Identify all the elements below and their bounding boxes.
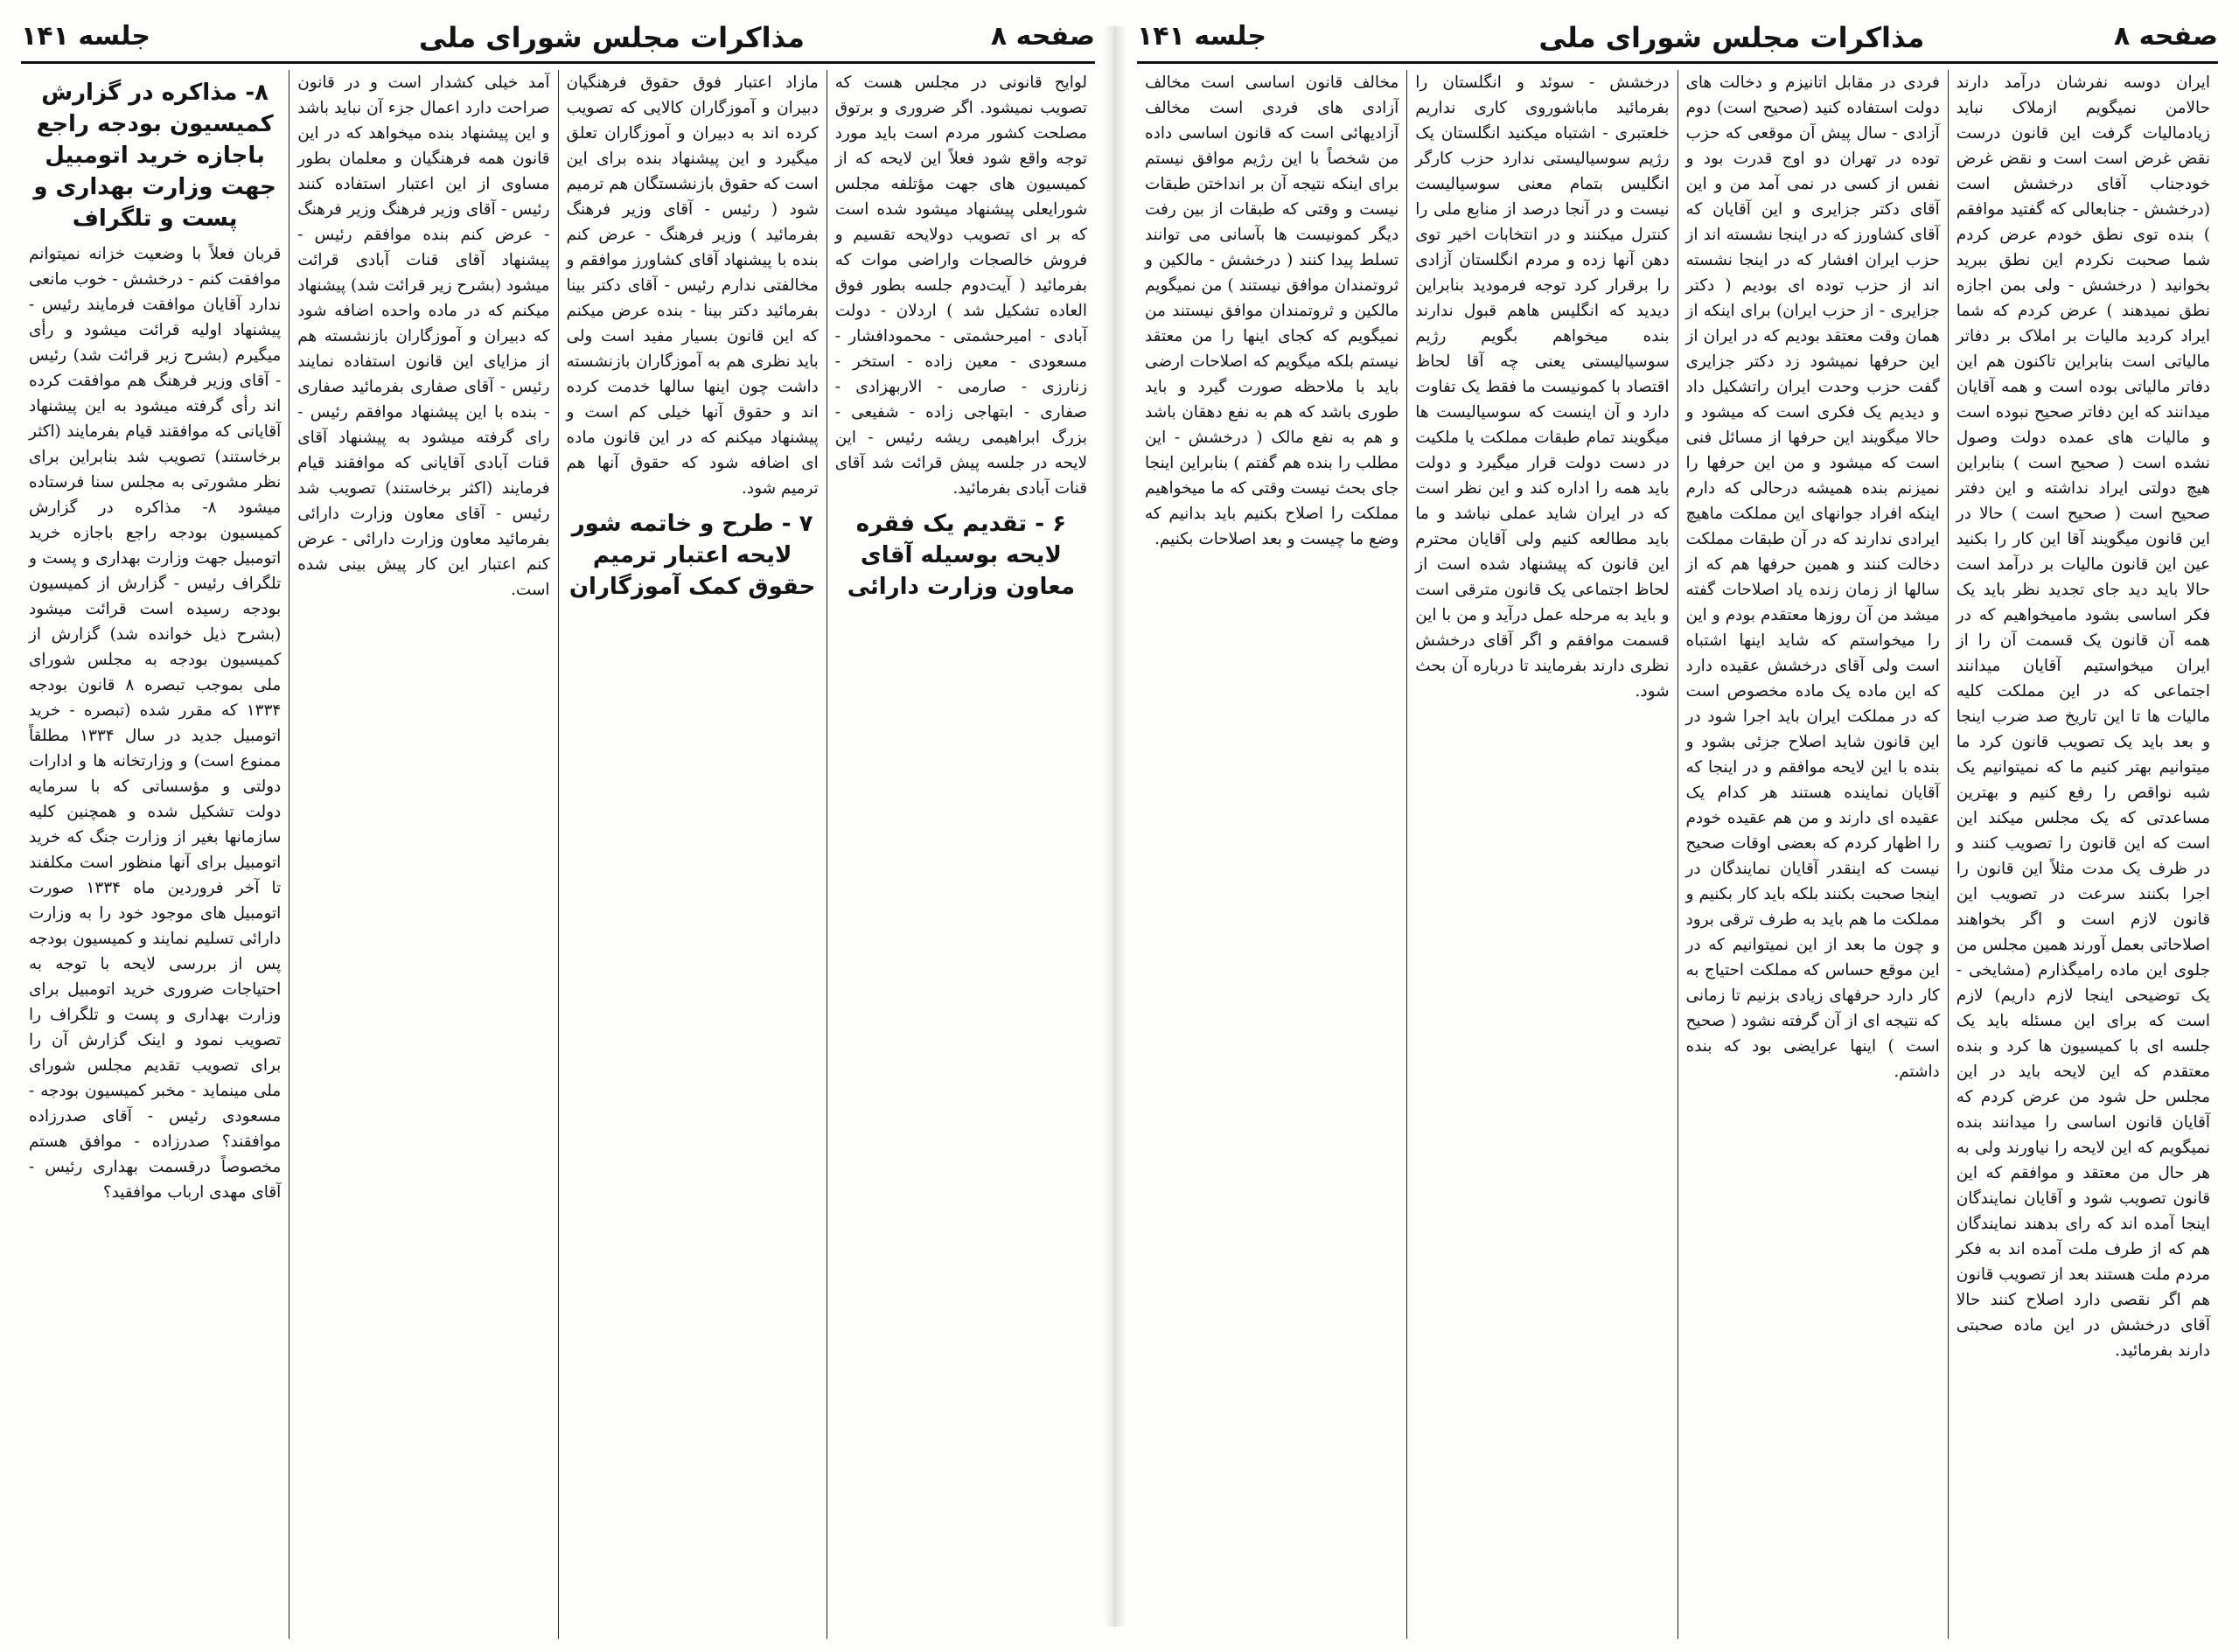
- left-page: [21, 12, 1095, 1639]
- column-text: مخالف قانون اساسی است مخالف آزادی های فردی است مخالف آزادیهائی است که قانون اساسی داده من شخصاً با این رژیم موافق نیستم برای اینکه نتیجه آن بر انداختن طبقات نیست و وقتی که طبقات از بین رفت دیگر کمونیست ها بآسانی می توانند تسلط پیدا کنند ( درخشش - مالکین و ثروتمندان موافق نیستند ) من نمیگویم مالکین و ثروتمندان موافق نیستند من نمیگویم که کجای اینها را من معتقد نیستم بلکه میگویم که اصلاحات ارضی باید با ملاحظه صورت گیرد و باید طوری باشد که هم به نفع دهقان باشد و هم به نفع مالک ( درخشش - این مطلب را بنده هم گفتم ) بنابراین اینجا جای بحث نیست وقتی که ما میخواهیم مملکت را اصلاح بکنیم باید بدانیم که وضع ما چیست و بعد اصلاحات بکنیم.: [1145, 73, 1399, 548]
- header-rule: [21, 61, 1095, 64]
- session-label: جلسه ۱۴۱: [21, 21, 150, 52]
- section-heading-8: ۸- مذاکره در گزارش کمیسیون بودجه راجع باجازه خرید اتومبیل جهت وزارت بهداری و پست و تلگراف: [33, 80, 276, 232]
- page-number-label: صفحه ۸: [990, 21, 1095, 52]
- publication-title: مذاکرات مجلس شورای ملی: [418, 21, 805, 54]
- right-page: [1137, 12, 2218, 1639]
- left-page-header: [21, 12, 1095, 61]
- publication-title: مذاکرات مجلس شورای ملی: [1538, 21, 1925, 54]
- left-page-columns: [21, 70, 1095, 1639]
- text-column-2: [559, 70, 827, 1639]
- text-column-1: [827, 70, 1095, 1639]
- text-column-4: [21, 70, 289, 1639]
- column-text: ایران دوسه نفرشان درآمد دارند حالامن نمیگویم ازملاک نباید زیادمالیات گرفت این قانون درست نقض غرض است است و نقض غرض خودجناب آقای درخشش است (درخشش - جنابعالی که گفتید موافقم ) بنده توی نطق خودم عرض کردم شما صحبت نکردم این نطق ببرید بخوانید ( درخشش - ولی بمن اجازه نطق نمیدهند ) عرض کردم که شما ایراد کردید مالیات بر املاک بر دفاتر مالیاتی است بنابراین تاکنون هم این دفاتر مالیاتی بوده است و همه آقایان میدانند که این دفاتر صحیح نبوده است و مالیات های عمده دولت وصول نشده است ( صحیح است ) بنابراین هیچ دولتی ایراد نداشته و این دفتر صحیح است ( صحیح است ) حالا در این قانون میگویند آقا این کار را بکنید عین این قانون مالیات بر درآمد است حالا باید دید جای تجدید نظر باید یک فکر اساسی بشود مامیخواهیم که در همه آن قانون یک قسمت آن را از ایران میخواستیم آقایان میدانند اجتماعی که در این مملکت کلیه مالیات ها تا این تاریخ صد ضرب اینجا و بعد باید یک تصویب قانون کرد ما میتوانیم بهتر کنیم ما که نمیتوانیم یک شبه نواقص را رفع کنیم و بهترین مساعدتی که یک مجلس میکند این است که این قانون را تصویب کنند و در ظرف یک مدت مثلاً این قانون را اجرا بکنند سرعت در تصویب این قانون لازم است و اگر بخواهند اصلاحاتی بعمل آورند همین مجلس من جلوی این ماده رامیگذارم (مشایخی - یک توضیحی اینجا لازم داریم) لازم است که برای این مسئله باید یک جلسه ای با کمیسیون ها کرد و بنده معتقدم که این لایحه باید در این مجلس حل شود من عرض کردم که آقایان قانون اساسی را میدانند بنده نمیگویم که این لایحه را نیاورند ولی به هر حال من معتقد و موافقم که این قانون تصویب شود و آقایان نمایندگان اینجا آمده اند که رای بدهند نمایندگان هم که از طرف ملت آمده اند به فکر مردم ملت هستند بعد از تصویب قانون هم اگر نقصی دارد اصلاح کنند حالا آقای درخشش در این ماده صحبتی دارند بفرمائید.: [1956, 73, 2210, 1360]
- page-spread-gutter: [1104, 26, 1126, 1627]
- header-rule: [1137, 61, 2218, 64]
- text-column-3: [289, 70, 558, 1639]
- column-text: لوایح قانونی در مجلس هست که تصویب نمیشود. اگر ضروری و برتوق مصلحت کشور مردم است باید مورد توجه واقع شود فعلاً این لایحه که از کمیسیون های جهت مؤتلفه مجلس شورایعلی پیشنهاد میشود شده است که بر ای تصویب دولایحه تقسیم و فروش خالصجات واراضی موات که بفرمائید ( آیت‌دوم جلسه بطور فوق العاده تشکیل شد ) اردلان - دولت آبادی - امیرحشمتی - محمودافشار - مسعودی - معین زاده - استخر - زنارزی - صارمی - الاربهزادی - صفاری - ابتهاجی زاده - شفیعی - بزرگ ابراهیمی ریشه رئیس - این لایحه در جلسه پیش قرائت شد آقای قنات آبادی بفرمائید.: [834, 73, 1087, 498]
- right-page-header: [1137, 12, 2218, 61]
- section-heading-6: ۶ - تقدیم یک فقره لایحه بوسیله آقای معاون وزارت دارائی: [847, 511, 1076, 600]
- text-column-4: [1137, 70, 1407, 1639]
- text-column-1: [1949, 70, 2218, 1639]
- session-label: جلسه ۱۴۱: [1137, 21, 1266, 52]
- column-text: مازاد اعتبار فوق حقوق فرهنگیان دبیران و آموزگاران کالایی که تصویب کرده اند به دبیران و آموزگاران تعلق میگیرد و این پیشنهاد بنده برای این است که حقوق بازنشستگان هم ترمیم شود ( رئیس - آقای وزیر فرهنگ بفرمائید ) وزیر فرهنگ - عرض کنم بنده با پیشنهاد آقای کشاورز موافقم و مخالفتی ندارم رئیس - آقای دکتر بینا بفرمائید دکتر بینا - بنده عرض میکنم که این قانون بسیار مفید است ولی باید نظری هم به آموزگاران بازنشسته داشت چون اینها سالها خدمت کرده اند و حقوق آنها خیلی کم است و پیشنهاد میکنم که در این قانون ماده ای اضافه شود که حقوق آنها هم ترمیم شود.: [566, 73, 819, 498]
- column-text: فردی در مقابل اتانیزم و دخالت های دولت استفاده کنید (صحیح است) دوم آزادی - سال پیش آن موقعی که حزب توده در تهران دو اوج قدرت بود و نفس از کسی در نمی آمد من و این آقای دکتر جزایری و این آقایان که آقای کشاورز که در اینجا نشسته اند از حزب ایران افشار که در اینجا نشسته اند از حزب توده ای بودیم ( دکتر جزایری - از حزب ایران) برای اینکه از همان وقت معتقد بودیم که در ایران از این حرفها نمیشود زد دکتر جزایری گفت حزب وحدت ایران راتشکیل داد و دیدیم یک فکری است که میشود و حالا میگویند این حرفها از مسائل فنی است که میشود و من این حرفها را نمیزنم بنده همیشه درحالی که دارم اینکه افراد جوانهای این مملکت ماهیچ ایرادی ندارند که در آن طبقات مملکت دخالت کنند و همین حرفها هم که از سالها از زمان زنده یاد اصلاحات گفته میشد من آن روزها معتقدم بودم و این را میخواستم که شاید اینها اشتباه است ولی آقای درخشش عقیده دارد که این ماده یک ماده مخصوص است که در مملکت ایران باید اجرا شود در این قانون شاید اصلاح جزئی بشود و بنده با این لایحه موافقم و در اینجا که آقایان نماینده هستند هر کدام یک عقیده ای دارند و من هم عقیده خودم را اظهار کردم که بعضی اوقات صحیح نیست که اینقدر آقایان نمایندگان در اینجا صحبت بکنند بلکه باید کار بکنیم و مملکت ما هم باید به طرف ترقی برود و چون ما بعد از این نمیتوانیم که در این موقع حساس که مملکت احتیاج به کار دارد حرفهای زیادی بزنیم تا زمانی که نتیجه ای از آن گرفته نشود ( صحیح است ) اینها عرایضی بود که بنده داشتم.: [1685, 73, 1940, 1081]
- section-heading-7: ۷ - طرح و خاتمه شور لایحه اعتبار ترمیم حقوق کمک آموزگاران: [568, 511, 816, 600]
- column-text: قربان فعلاً با وضعیت خزانه نمیتوانم موافقت کنم - درخشش - خوب مانعی ندارد آقایان موافقت فرمایند رئیس - پیشنهاد اولیه قرائت میشود و رأی میگیرم (بشرح زیر قرائت شد) رئیس - آقای وزیر فرهنگ هم موافقت کرده اند رأی گرفته میشود به این پیشنهاد آقایانی که موافقند قیام بفرمایند (اکثر برخاستند) تصویب شد بنابراین برای نظر مشورتی به مجلس سنا فرستاده میشود ۸- مذاکره در گزارش کمیسیون بودجه راجع باجازه خرید اتومبیل جهت وزارت بهداری و پست و تلگراف رئیس - گزارش از کمیسیون بودجه رسیده است قرائت میشود (بشرح ذیل خوانده شد) گزارش از کمیسیون بودجه به مجلس شورای ملی بموجب تبصره ۸ قانون بودجه ۱۳۳۴ که مقرر شده (تبصره - خرید اتومبیل جدید در سال ۱۳۳۴ مطلقاً ممنوع است) و وزارتخانه ها و ادارات دولتی و مؤسساتی که با سرمایه دولت تشکیل شده و همچنین کلیه سازمانها بغیر از وزارت جنگ که خرید اتومبیل برای آنها منظور است مکلفند تا آخر فروردین ماه ۱۳۳۴ صورت اتومبیل های موجود خود را به وزارت دارائی تسلیم نمایند و کمیسیون بودجه پس از بررسی لایحه با توجه به احتیاجات ضروری خرید اتومبیل برای وزارت بهداری و پست و تلگراف را تصویب نمود و اینک گزارش آن را برای تصویب تقدیم مجلس شورای ملی مینماید - مخبر کمیسیون بودجه - مسعودی رئیس - آقای صدرزاده موافقند؟ صدرزاده - موافق هستم مخصوصاً درقسمت بهداری رئیس - آقای مهدی ارباب موافقید؟: [29, 245, 282, 1202]
- text-column-2: [1678, 70, 1949, 1639]
- column-text: آمد خیلی کشدار است و در قانون صراحت دارد اعمال جزء آن نباید باشد و این پیشنهاد بنده میخواهد که در این قانون همه فرهنگیان و معلمان بطور مساوی از این اعتبار استفاده کنند رئیس - آقای وزیر فرهنگ وزیر فرهنگ - عرض کنم بنده موافقم رئیس - پیشنهاد آقای قنات آبادی قرائت میشود (بشرح زیر قرائت شد) پیشنهاد میکنم که در ماده واحده اضافه شود که دبیران و آموزگاران بازنشسته هم از مزایای این قانون استفاده نمایند رئیس - آقای صفاری بفرمائید صفاری - بنده با این پیشنهاد موافقم رئیس - رای گرفته میشود به پیشنهاد آقای قنات آبادی آقایانی که موافقند قیام فرمایند (اکثر برخاستند) تصویب شد رئیس - آقای معاون وزارت دارائی بفرمائید معاون وزارت دارائی - عرض کنم اعتبار این کار پیش بینی شده است.: [297, 73, 550, 599]
- page-number-label: صفحه ۸: [2113, 21, 2218, 52]
- right-page-columns: [1137, 70, 2218, 1639]
- column-text: درخشش - سوئد و انگلستان را بفرمائید ماباشوروی کاری نداریم خلعتبری - اشتباه میکنید انگلستان یک رژیم سوسیالیستی ندارد حزب کارگر انگلیس بتمام معنی سوسیالیست نیست و در آنجا درصد از منابع ملی را کنترل میکنند و در انتخابات اخیر توی دهن آنها زده و مردم انگلستان آزادی را برقرار کرد توجه فرمودید بنابراین دیدید که انگلیس هاهم قبول ندارند بنده میخواهم بگویم رژیم سوسیالیستی یعنی چه آقا لحاظ اقتصاد با کمونیست ما فقط یک تفاوت دارد و آن اینست که سوسیالیست ها میگویند تمام طبقات مملکت یا ملکیت در دست دولت قرار میگیرد و دولت باید همه را اداره کند و این نظر است که در ایران شاید عملی نباشد و ما باید مطالعه کنیم ولی آقایان محترم این قانون که پیشنهاد شده است از لحاظ اجتماعی یک قانون مترقی است و باید به مرحله عمل درآید و من با این قسمت موافقم و اگر آقای درخشش نظری دارند بفرمایند تا درباره آن بحث شود.: [1415, 73, 1670, 701]
- text-column-3: [1407, 70, 1678, 1639]
